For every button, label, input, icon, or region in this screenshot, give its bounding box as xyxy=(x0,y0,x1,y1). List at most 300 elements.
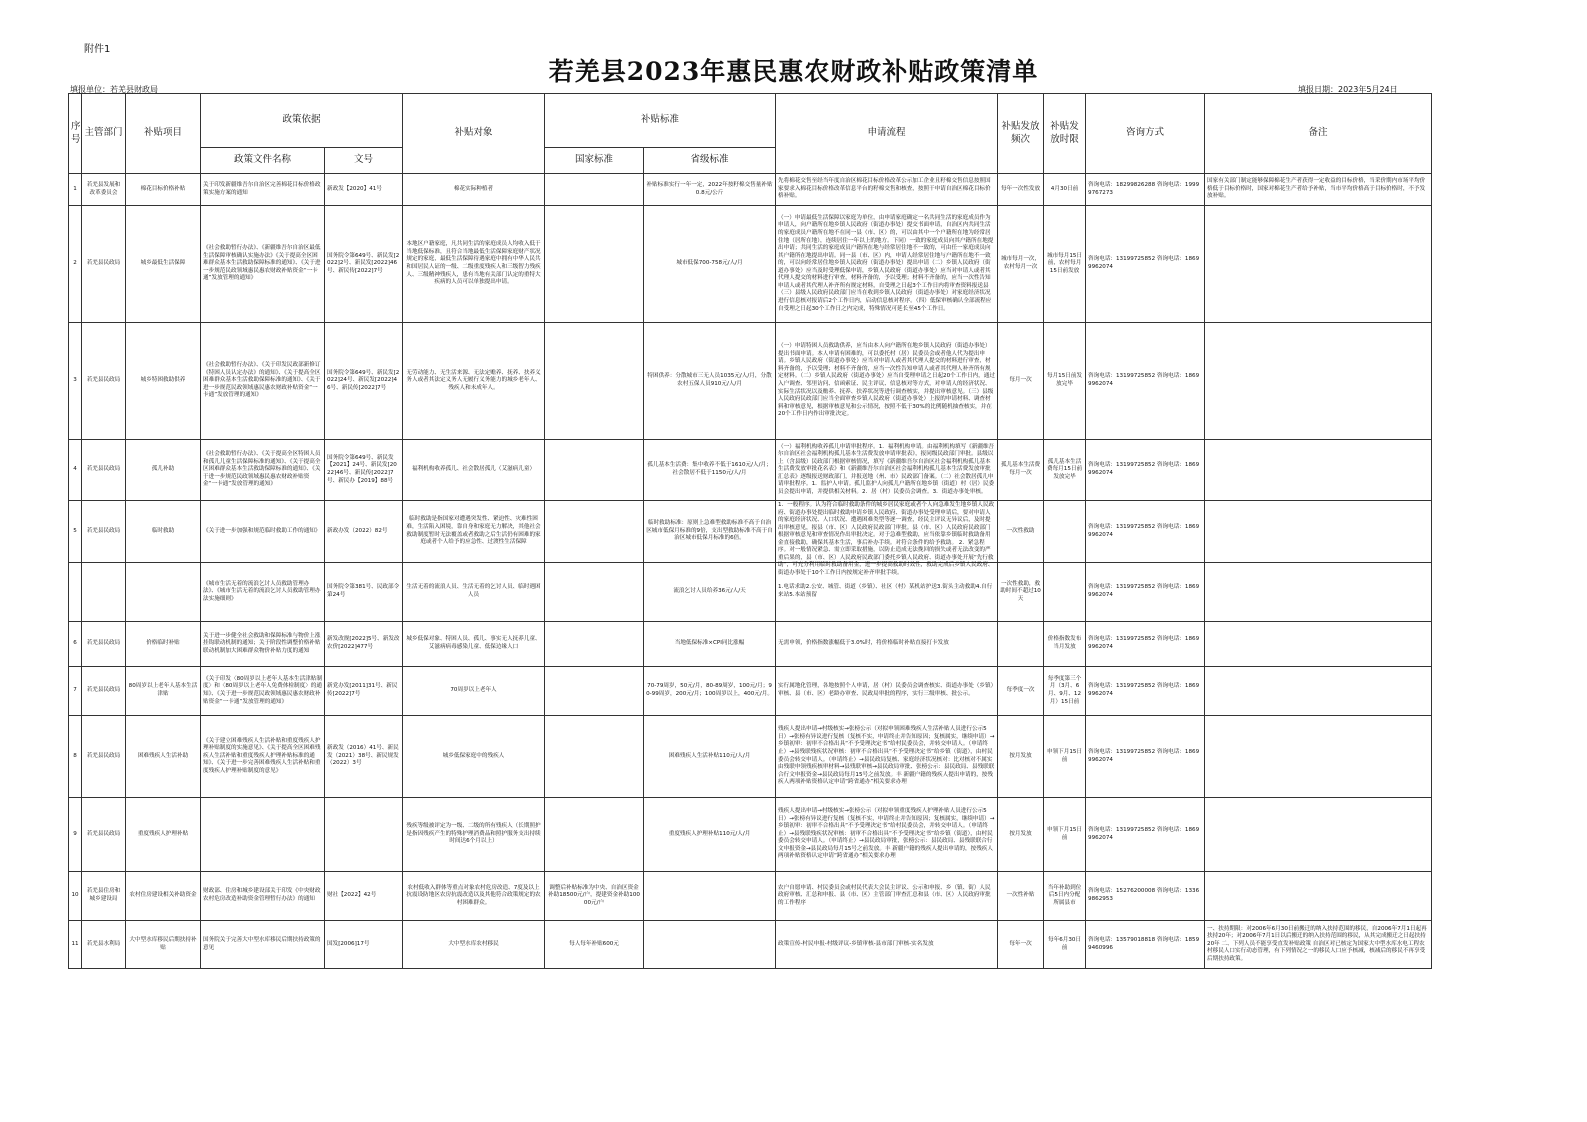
frequency-text: 每年一次 xyxy=(1009,940,1032,947)
frequency-text: 按月发放 xyxy=(1009,752,1032,759)
cell-policy-file xyxy=(201,667,325,716)
dept-text: 若羌县发展和改革委员会 xyxy=(86,181,121,196)
dept-text: 若羌县水利局 xyxy=(86,940,121,947)
cell-provincial-standard xyxy=(644,174,776,206)
provincial-standard-text: 特困供养：分散城市三无人员1035元/人/月，分散农村五保人员910元/人/月 xyxy=(647,373,772,387)
cell-time xyxy=(1044,563,1086,622)
cell-frequency xyxy=(998,563,1044,622)
cell-item xyxy=(126,501,201,563)
cell-provincial-standard xyxy=(644,798,776,872)
time-text: 每季度第三个月（3月、6月、9月、12月）15日前 xyxy=(1047,675,1082,705)
policy-file-text: 《关于建立困难残疾人生活补贴和重度残疾人护理补贴制度的实施意见》、《关于提高全区困难残疾人生活补贴和重度残疾人护理补贴标准的通知》、《关于进一步完善困难残疾人生活补贴和重度残疾人护理补贴制度的意见》 xyxy=(203,737,321,774)
time-text: 申领下月15日前 xyxy=(1046,748,1083,763)
cell-national-standard xyxy=(545,206,644,323)
dept-text: 若羌县民政局 xyxy=(86,640,121,647)
cell-process xyxy=(776,667,998,716)
page-title: 若羌县2023年惠民惠农财政补贴政策清单 xyxy=(548,57,1039,86)
item-text: 临时救助 xyxy=(151,527,175,534)
item-text: 城乡最低生活保障 xyxy=(140,260,186,267)
cell-contact xyxy=(1086,323,1205,440)
header-seq: 序号 xyxy=(69,94,82,174)
cell-seq xyxy=(69,323,82,440)
cell-doc-no xyxy=(325,716,403,798)
header-policy-file: 政策文件名称 xyxy=(201,148,325,174)
cell-contact xyxy=(1086,798,1205,872)
cell-policy-file xyxy=(201,440,325,501)
cell-dept xyxy=(82,716,126,798)
contact-text: 咨询电话：13199725852 咨询电话：18699962074 xyxy=(1088,683,1200,697)
cell-dept xyxy=(82,323,126,440)
remark-text: 国家有关部门制定能够保障棉花生产者获得一定收益的目标价格，当采价期内市场平均价格低于目标价格时，国家对棉花生产者给予补贴，当市平均价格高于目标价格时，不予发放补贴。 xyxy=(1207,178,1426,200)
cell-contact xyxy=(1086,667,1205,716)
cell-frequency xyxy=(998,622,1044,667)
cell-time xyxy=(1044,716,1086,798)
cell-remark xyxy=(1205,174,1432,206)
cell-provincial-standard xyxy=(644,206,776,323)
cell-dept xyxy=(82,872,126,921)
doc-no-text: 新政办发（2022）82号 xyxy=(327,527,388,534)
cell-remark xyxy=(1205,323,1432,440)
cell-item xyxy=(126,323,201,440)
cell-provincial-standard xyxy=(644,440,776,501)
cell-provincial-standard xyxy=(644,501,776,563)
cell-frequency xyxy=(998,440,1044,501)
provincial-standard-text: 困难残疾人生活补贴110元/人/月 xyxy=(668,752,751,759)
cell-frequency xyxy=(998,872,1044,921)
cell-target xyxy=(403,872,545,921)
target-text: 生活无着的流浪人员、生活无着的乞讨人员、临时遇困人员 xyxy=(406,584,541,598)
cell-seq xyxy=(69,174,82,206)
cell-time xyxy=(1044,501,1086,563)
national-standard-text: 调整后补贴标准为中央、自治区资金补助18500元/户，提建资金补助10000元/户 xyxy=(548,884,640,906)
cell-time xyxy=(1044,798,1086,872)
provincial-standard-text: 临时救助标准：原则上急难型救助标准不高于自治区城市低保月标准的9倍，支出型救助标准不高于自治区城市低保月标准的6倍。 xyxy=(646,520,773,542)
target-text: 城乡低保家庭中的残疾人 xyxy=(442,752,505,759)
cell-national-standard xyxy=(545,872,644,921)
table-row xyxy=(69,716,1432,798)
cell-national-standard xyxy=(545,798,644,872)
cell-process xyxy=(776,323,998,440)
cell-contact xyxy=(1086,206,1205,323)
contact-text: 咨询电话：13199725852 咨询电话：18699962074 xyxy=(1088,748,1200,763)
contact-text: 咨询电话：13199725852 咨询电话：18699962074 xyxy=(1088,826,1200,841)
cell-frequency xyxy=(998,174,1044,206)
frequency-text: 一次性救助 xyxy=(1006,527,1035,534)
cell-process xyxy=(776,174,998,206)
policy-file-text: 《社会救助暂行办法》、《新疆维吾尔自治区最低生活保障审核确认实施办法》《关于提高全区困难群众基本生活救助保障标准的通知》、《关于进一步规范民政领域惠民惠农财政补贴资金“一卡通”发放管理的通知》 xyxy=(203,245,321,282)
policy-file-text: 关于进一步健全社会救助和保障标准与物价上涨挂钩联动机制的通知；关于阶段性调整价格补贴联动机制加大困难群众物价补贴力度的通知 xyxy=(203,632,321,654)
cell-process xyxy=(776,921,998,969)
cell-item xyxy=(126,440,201,501)
table-row xyxy=(69,206,1432,323)
cell-remark xyxy=(1205,563,1432,622)
table-row xyxy=(69,440,1432,501)
cell-time xyxy=(1044,622,1086,667)
frequency-text: 每月一次 xyxy=(1009,377,1032,384)
header-national: 国家标准 xyxy=(545,148,644,174)
policy-file-text: 关于印发新疆维吾尔自治区完善棉花目标价格政策实施方案的通知 xyxy=(203,181,321,196)
doc-no-text: 财社【2022】42号 xyxy=(327,892,377,899)
filler-unit: 填报单位：若羌县财政局 xyxy=(70,85,158,94)
cell-policy-file xyxy=(201,872,325,921)
seq-text: 5 xyxy=(73,527,77,534)
process-text: 残疾人提出申请→村级核实→张榜公示（对拟申领困难残疾人生活补贴人员进行公示5日）→张榜有异议进行复核（复核不实，申请终止并告知原因；复核属实，继续申请）→乡镇初审：初审不合格出具“不予受理决定书”给村民委员会，并转交申请人。（申请终止）→县残联残疾状况审核：初审不合格出具“不予受理决定书”给乡镇（街道），由村民委员会转交申请人。（申请终止）→县民政局复核、家庭经济状况核对：比对核对不属实由残联申领残疾核审材料→县残联审核→县民政局审批、张榜公示：县民政局、县残联联合行文申报资金→县民政局每月15号之前发放。丰 新疆户籍的残疾人提出申请的，按残疾人两项补贴资格认定申请“跨省通办”相关要求办理 xyxy=(778,726,995,786)
time-text: 当年补助到位后5日内分配所属县市 xyxy=(1047,884,1082,906)
dept-text: 若羌县住房和城乡建设局 xyxy=(86,888,121,902)
header-provincial: 省级标准 xyxy=(644,148,776,174)
contact-text: 咨询电话：13579018818 咨询电话：18599460996 xyxy=(1088,936,1200,951)
cell-target xyxy=(403,798,545,872)
cell-seq xyxy=(69,622,82,667)
header-remark: 备注 xyxy=(1205,94,1432,174)
contact-text: 咨询电话：13199725852 咨询电话：18699962074 xyxy=(1088,584,1200,598)
target-text: 城乡低保对象、特困人员、孤儿、事实无人抚养儿童、艾滋病病毒感染儿童、低保边缘人口 xyxy=(406,636,541,650)
process-text: （一）申请最低生活保障以家庭为单位，由申请家庭确定一名共同生活的家庭成员作为申请人，向户籍所在地乡镇人民政府（街道办事处）提交书面申请，自治区内共同生活的家庭成员户籍所在地不在同一县（市、区）的，可以由其中一个户籍所在地为经常居住地（居所在地），连续居住一年以上的地方。下同）一致的家庭成员向其户籍所在地提出申请；共同生活的家庭成员户籍所在地与经常居住地不一致的，可由任一家庭成员向其户籍所在地提出申请。同一县（市、区）内，申请人经常居住地与户籍所在地不一致的，可以向经常居住地乡镇人民政府（街道办事处）提出申请（二）乡镇人民政府（街道办事处）应当及时受理低保申请，乡镇人民政府（街道办事处）应当对申请人或者其代理人提交的材料进行审查，材料齐备的，予以受理；材料不齐备的，应当一次性告知申请人或者其代理人补齐所有规定材料，自受理之日起3个工作日内将审查资料报送县（三）县级人民政府民政部门应当在收到乡镇人民政府（街道办事处）对家庭经济状况进行信息核对报请后2个工作日内，启动信息核对程序。（四）低保审核确认全部流程应自受理之日起30个工作日之内完成，特殊情况可延长至45个工作日。 xyxy=(778,214,994,312)
table-row xyxy=(69,872,1432,921)
table-row xyxy=(69,622,1432,667)
frequency-text: 一次性救助，救助时间不超过10天 xyxy=(1000,580,1041,602)
cell-policy-file xyxy=(201,921,325,969)
cell-provincial-standard xyxy=(644,622,776,667)
item-text: 困难残疾人生活补助 xyxy=(137,752,189,759)
cell-target xyxy=(403,501,545,563)
process-text: 农户自愿申请、村民委员会或村民代表大会民主评议、公示和申报、乡（镇、街）人民政府审核、汇总和申报、县（市、区）主管部门审查汇总和县（市、区）人民政府审批的工作程序 xyxy=(778,884,991,906)
frequency-text: 城市每月一次，农村每月一次 xyxy=(1000,256,1041,270)
policy-file-text: 《社会救助暂行办法》、《关于印发民政部新修订《特困人员认定办法》的通知》、《关于提高全区困难群众基本生活救助保障标准的通知》、《关于进一步规范民政领域惠民惠农财政补贴资金“一卡通”发放管理的通知》 xyxy=(203,362,321,399)
time-text: 4月30日前 xyxy=(1050,185,1079,192)
cell-frequency xyxy=(998,323,1044,440)
cell-policy-file xyxy=(201,563,325,622)
cell-frequency xyxy=(998,798,1044,872)
cell-doc-no xyxy=(325,323,403,440)
cell-time xyxy=(1044,667,1086,716)
header-time: 补贴发放时限 xyxy=(1044,94,1086,174)
contact-text: 咨询电话：18299826288 咨询电话：19999767273 xyxy=(1088,181,1200,196)
seq-text: 9 xyxy=(73,830,77,837)
cell-seq xyxy=(69,206,82,323)
frequency-text: 孤儿基本生活费每月一次 xyxy=(1000,462,1041,476)
cell-frequency xyxy=(998,667,1044,716)
item-text: 80周岁以上老年人基本生活津贴 xyxy=(128,683,198,697)
header-standard: 补贴标准 xyxy=(545,94,776,148)
cell-dept xyxy=(82,667,126,716)
cell-contact xyxy=(1086,563,1205,622)
target-text: 棉花实际种植者 xyxy=(453,185,494,192)
cell-remark xyxy=(1205,667,1432,716)
cell-time xyxy=(1044,440,1086,501)
header-doc-no: 文号 xyxy=(325,148,403,174)
frequency-text: 每季度一次 xyxy=(1006,687,1035,694)
doc-no-text: 新发改规[2022]5号、新发改农价[2022]477号 xyxy=(327,636,400,650)
cell-time xyxy=(1044,206,1086,323)
cell-item xyxy=(126,921,201,969)
process-text: 1.电话求助2.公安、城管、街道（乡镇）、社区（村）某机站护送3.街头主动救助4.自行来站5.本站预留 xyxy=(778,584,993,598)
cell-national-standard xyxy=(545,622,644,667)
process-text: 残疾人提出申请→村级核实→张榜公示（对拟申领重度残疾人护理补贴人员进行公示5日）→张榜有异议进行复核（复核不实，申请终止并告知原因；复核属实，继续申请）→乡镇初审：初审不合格出具“不予受理决定书”给村民委员会，并转交申请人。（申请终止）→县残联残疾状况审核：初审不合格出具“不予受理决定书”给乡镇（街道），由村民委员会转交申请人。（申请终止）→县民政局审批，张榜公示：县民政局、县残联联合行文申报资金→县民政局每月15号之前发放。丰 新疆户籍的残疾人提出申请的，按残疾人两项补贴资格认定申请“跨省通办”相关要求办理 xyxy=(778,808,995,860)
provincial-standard-text: 流浪乞讨人员给养36元/人/天 xyxy=(673,588,746,595)
cell-doc-no xyxy=(325,501,403,563)
cell-process xyxy=(776,798,998,872)
doc-no-text: 国发[2006]17号 xyxy=(327,940,370,947)
time-text: 城市每月15日前，农村每月15日前发放 xyxy=(1046,252,1083,274)
cell-policy-file xyxy=(201,622,325,667)
time-text: 价格指数发布当月发放 xyxy=(1047,636,1082,650)
cell-process xyxy=(776,872,998,921)
seq-text: 7 xyxy=(73,687,77,694)
cell-item xyxy=(126,622,201,667)
doc-no-text: 国务院令第649号、新民发[2022]24号、新民发[2022]46号、新民传[2022]7号 xyxy=(327,369,400,391)
cell-policy-file xyxy=(201,716,325,798)
cell-item xyxy=(126,667,201,716)
cell-target xyxy=(403,667,545,716)
cell-target xyxy=(403,440,545,501)
cell-process xyxy=(776,501,998,576)
provincial-standard-text: 城市低保700-758元/人/月 xyxy=(676,260,743,267)
policy-file-text: 《关于印发〈80周岁以上老年人基本生活津贴制度〉和〈80周岁以上老年人免费体检制度〉的通知》、《关于进一步规范民政领域惠民惠农财政补贴资金“一卡通”发放管理的通知》 xyxy=(203,675,322,705)
frequency-text: 一次性补贴 xyxy=(1006,892,1035,899)
table-row xyxy=(69,921,1432,969)
cell-national-standard xyxy=(545,174,644,206)
cell-contact xyxy=(1086,921,1205,969)
seq-text: 11 xyxy=(71,940,79,947)
seq-text: 1 xyxy=(73,185,77,192)
cell-time xyxy=(1044,921,1086,969)
seq-text: 4 xyxy=(73,466,77,473)
cell-process xyxy=(776,206,998,323)
header-dept: 主管部门 xyxy=(82,94,126,174)
cell-policy-file xyxy=(201,501,325,563)
cell-item xyxy=(126,174,201,206)
cell-target xyxy=(403,323,545,440)
policy-file-text: 财政部、住房和城乡建设部关于印发《中央财政农村危房改造补助资金管理暂行办法》的通知 xyxy=(203,888,321,902)
cell-dept xyxy=(82,501,126,563)
cell-remark xyxy=(1205,716,1432,798)
provincial-standard-text: 重度残疾人护理补贴110元/人/月 xyxy=(668,830,751,837)
cell-national-standard xyxy=(545,323,644,440)
cell-dept xyxy=(82,174,126,206)
dept-text: 若羌县民政局 xyxy=(86,752,121,759)
process-text: 先将棉花交售至经当年度自治区棉花目标价格改革公示加工企业且籽棉交售信息按照国家要求入棉花目标价格改革信息平台的籽棉交售和核查，按照干申请自治区棉花目标价格补贴。 xyxy=(778,178,991,200)
cell-policy-file xyxy=(201,798,325,872)
cell-seq xyxy=(69,667,82,716)
provincial-standard-text: 当地低保标准×CPI同比涨幅 xyxy=(674,640,745,647)
time-text: 孤儿基本生活费每月15日前发放完毕 xyxy=(1046,458,1083,480)
filler-date: 填报日期：2023年5月24日 xyxy=(1298,85,1398,94)
contact-text: 咨询电话：13199725852 咨询电话：18699962074 xyxy=(1088,462,1200,476)
header-frequency: 补贴发放频次 xyxy=(998,94,1044,174)
time-text: 每月15日前发放完毕 xyxy=(1046,373,1083,387)
dept-text: 若羌县民政局 xyxy=(86,377,121,384)
process-text: 无需申领，价格指数涨幅低于3.0%时，将价格临时补贴直接打卡发放 xyxy=(778,640,949,647)
cell-national-standard xyxy=(545,921,644,969)
cell-dept xyxy=(82,440,126,501)
cell-remark xyxy=(1205,206,1432,323)
cell-frequency xyxy=(998,716,1044,798)
policy-file-text: 《社会救助暂行办法》、《关于提高全区特困人员和孤儿儿童生活保障标准的通知》、《关于提高全区困难群众基本生活救助保障标准的通知》、《关于进一步规范民政领域惠民惠农财政补贴资金“一卡通”发放管理的通知》 xyxy=(203,451,321,488)
cell-doc-no xyxy=(325,174,403,206)
cell-doc-no xyxy=(325,622,403,667)
item-text: 重度残疾人护理补贴 xyxy=(137,830,189,837)
cell-item xyxy=(126,206,201,323)
table-row xyxy=(69,667,1432,716)
cell-national-standard xyxy=(545,667,644,716)
dept-text: 若羌县民政局 xyxy=(86,830,121,837)
target-text: 大中型水库农村移民 xyxy=(448,940,499,947)
cell-target xyxy=(403,174,545,206)
cell-remark xyxy=(1205,921,1432,969)
national-standard-text: 每人每年补贴600元 xyxy=(569,940,619,947)
table-row xyxy=(69,174,1432,206)
provincial-standard-text: 70-79周岁，50元/月，80-89周岁，100元/月；90-99周岁，200元/月；100周岁以上，400元/月。 xyxy=(646,683,773,697)
cell-contact xyxy=(1086,872,1205,921)
time-text: 申领下月15日前 xyxy=(1046,826,1083,841)
cell-target xyxy=(403,921,545,969)
frequency-text: 每年一次性发放 xyxy=(1000,185,1041,192)
header-policy-basis: 政策依据 xyxy=(201,94,403,148)
cell-item xyxy=(126,798,201,872)
target-text: 福利机构收养孤儿、社会散居孤儿（艾滋病儿童） xyxy=(411,466,536,473)
cell-target xyxy=(403,563,545,622)
cell-remark xyxy=(1205,440,1432,501)
cell-item xyxy=(126,716,201,798)
cell-time xyxy=(1044,872,1086,921)
cell-national-standard xyxy=(545,501,644,563)
contact-text: 咨询电话：13199725852 咨询电话：18699962074 xyxy=(1088,636,1200,650)
doc-no-text: 新党办发[2011]31号、新民传[2022]7号 xyxy=(327,683,398,697)
seq-text: 6 xyxy=(73,640,77,647)
item-text: 棉花目标价格补贴 xyxy=(140,185,186,192)
target-text: 70周岁以上老年人 xyxy=(450,687,497,694)
process-text: （一）福利机构收养孤儿申请审批程序。1．福利机构申请。由福利机构填写《新疆维吾尔自治区社会福利机构孤儿基本生活费发放申请审批表》，报同级民政部门审批。县级以上（含县级）民政部门根据审核情况，填写《新疆维吾尔自治区社会福利机构孤儿基本生活费发放审批花名表》和《新疆维吾尔自治区社会福利机构孤儿基本生活费发放审批汇总表》逐级报送财政部门，并报送地（州、市）民政部门备案。（二）社会散居孤儿申请审批程序。1．监护人申请。孤儿监护人向孤儿户籍所在地乡镇（街道）村（居）民委员会提出申请，并提供相关材料。2．居（村）民委员会调查。3．街道办事处审核。 xyxy=(778,443,995,495)
doc-no-text: 国务院令第381号、民政部令第24号 xyxy=(327,584,400,598)
dept-text: 若羌县民政局 xyxy=(86,466,121,473)
header-target: 补贴对象 xyxy=(403,94,545,174)
cell-policy-file xyxy=(201,206,325,323)
contact-text: 咨询电话：13199725852 咨询电话：18699962074 xyxy=(1088,523,1200,538)
contact-text: 咨询电话：15276200008 咨询电话：13369862953 xyxy=(1088,888,1200,902)
policy-file-text: 《城市生活无着的流浪乞讨人员救助管理办法》、《城市生活无着的流浪乞讨人员救助管理办法实施细则》 xyxy=(203,580,321,602)
cell-provincial-standard xyxy=(644,716,776,798)
cell-process xyxy=(776,716,998,798)
cell-dept xyxy=(82,622,126,667)
table-row xyxy=(69,798,1432,872)
dept-text: 若羌县民政局 xyxy=(86,527,121,534)
dept-text: 若羌县民政局 xyxy=(86,687,121,694)
cell-national-standard xyxy=(545,716,644,798)
cell-frequency xyxy=(998,921,1044,969)
cell-provincial-standard xyxy=(644,667,776,716)
item-text: 城乡特困救助供养 xyxy=(140,377,186,384)
table-row xyxy=(69,323,1432,440)
item-text: 价格临时补贴 xyxy=(146,640,180,647)
doc-no-text: 国务院令第649号、新民发【2021】24号、新民发[2022]46号、新民传[2022]7号、新民办【2019】88号 xyxy=(327,454,397,484)
cell-provincial-standard xyxy=(644,563,776,622)
table-row xyxy=(69,501,1432,563)
cell-frequency xyxy=(998,501,1044,563)
cell-national-standard xyxy=(545,563,644,622)
cell-contact xyxy=(1086,501,1205,563)
cell-seq xyxy=(69,921,82,969)
seq-text: 2 xyxy=(73,260,77,267)
cell-seq xyxy=(69,563,82,622)
item-text: 大中型水库移民后期扶持补贴 xyxy=(129,936,197,951)
policy-file-text: 国务院关于完善大中型水库移民后期扶持政策的意见 xyxy=(203,936,321,951)
cell-process xyxy=(776,440,998,501)
cell-target xyxy=(403,206,545,323)
policy-table xyxy=(68,93,1432,969)
cell-doc-no xyxy=(325,563,403,622)
cell-contact xyxy=(1086,716,1205,798)
cell-process xyxy=(776,622,998,667)
cell-target xyxy=(403,716,545,798)
target-text: 农村低收入群体等重点对象农村危房改造、7度及以上抗震设防地区农房抗震改造以及其他符合政策规定的农村困难群众。 xyxy=(406,884,541,906)
cell-contact xyxy=(1086,174,1205,206)
cell-doc-no xyxy=(325,921,403,969)
frequency-text: 按月发放 xyxy=(1009,830,1032,837)
attachment-label: 附件1 xyxy=(84,44,111,55)
cell-national-standard xyxy=(545,440,644,501)
seq-text: 10 xyxy=(71,892,79,899)
cell-dept xyxy=(82,563,126,622)
contact-text: 咨询电话：13199725852 咨询电话：18699962074 xyxy=(1088,373,1200,387)
cell-seq xyxy=(69,440,82,501)
seq-text: 3 xyxy=(73,377,77,384)
cell-frequency xyxy=(998,206,1044,323)
item-text: 孤儿补助 xyxy=(151,466,175,473)
cell-seq xyxy=(69,798,82,872)
provincial-standard-text: 孤儿基本生活费：集中收养不低于1610元/人/月；社会散居不低于1150元/人/月 xyxy=(647,462,772,476)
cell-dept xyxy=(82,798,126,872)
header-contact: 咨询方式 xyxy=(1086,94,1205,174)
header-process: 申请流程 xyxy=(776,94,998,174)
cell-policy-file xyxy=(201,323,325,440)
cell-time xyxy=(1044,323,1086,440)
cell-dept xyxy=(82,921,126,969)
table-row xyxy=(69,563,1432,622)
doc-no-text: 新政发（2016）41号、新民发（2021）38号、新民规发（2022）3号 xyxy=(327,745,399,767)
cell-remark xyxy=(1205,872,1432,921)
process-text: 实行属地化管理，各地按照个人申请，居（村）民委员会调查核实、街道办事处（乡镇）审核、县（市、区）老龄办审查、民政局审批的程序，实行三级审核、批公示。 xyxy=(778,683,994,697)
process-text: （一）申请特困人员救助供养，应当由本人向户籍所在地乡镇人民政府（街道办事处）提出书面申请。本人申请有困难的，可以委托村（居）民委员会或者他人代为提出申请。乡镇人民政府（街道办事处）应当对申请人或者其代理人提交的材料进行审查，材料齐备的，予以受理；材料不齐备的，应当一次性告知申请人或者其代理人补齐所有规定材料。（二）乡镇人民政府（街道办事处）应当自受理申请之日起20个工作日内，通过入户调查、邻里访问、信函索证、民主评议、信息核对等方式，对申请人的经济状况、实际生活状况以及赡养、抚养、扶养状况等进行调查核实，并提出审核意见。（三）县级人民政府民政部门应当全面审查乡镇人民政府（街道办事处）上报的申请材料、调查材料和审核意见，根据审核意见和公示情况，按照不低于30%的比例随机抽查核实，并在20个工作日内作出审批决定。 xyxy=(778,343,995,418)
cell-doc-no xyxy=(325,872,403,921)
seq-text: 8 xyxy=(73,752,77,759)
cell-provincial-standard xyxy=(644,921,776,969)
process-text: 1．一般程序。认为符合临时救助条件的城乡居民家庭或者个人向急难发生地乡镇人民政府、街道办事处提出临时救助申请乡镇人民政府、街道办事处受理申请后，要对申请人的家庭经济状况、人口状况、遭遇困难类型等逐一调查，经民主评议无异议后，及时提出审核意见，报县（市、区）人民政府民政部门审批。县（市、区）人民政府民政部门根据审核意见和审查情况作出审批决定。对于急难型救助，应当依靠乡镇临时救助备用金直接救助，确保其基本生活，事后补办手续。对符合条件的给予救助。 2．紧急程序。对一般情况紧急、需立即采取措施，以防止造成无法挽回的损失或者无法改变的严重后果的，县（市、区）人民政府民政部门委托乡镇人民政府、街道办事处开展“先行救助”，可充分利用临时救助备用金，进一步提高救助时效性，救助完成后乡镇人民政府、街道办事处于10个工作日内按规定补齐审批手续。 xyxy=(778,502,995,576)
cell-provincial-standard xyxy=(644,872,776,921)
cell-provincial-standard xyxy=(644,323,776,440)
item-text: 农村住房建设相关补助资金 xyxy=(129,892,197,899)
cell-item xyxy=(126,872,201,921)
header-item: 补贴项目 xyxy=(126,94,201,174)
target-text: 残疾等级被评定为一级、二级的所有残疾人（长期照护是指因残疾产生的特殊护理消费品和照护服务支出持续时间达6个月以上） xyxy=(406,823,541,845)
cell-doc-no xyxy=(325,667,403,716)
cell-contact xyxy=(1086,440,1205,501)
cell-seq xyxy=(69,716,82,798)
process-text: 政策宣传-村民申报-村级评议-乡镇审核-县市部门审核-实名发放 xyxy=(778,940,934,947)
cell-seq xyxy=(69,501,82,563)
cell-doc-no xyxy=(325,798,403,872)
cell-seq xyxy=(69,872,82,921)
policy-file-text: 《关于进一步加强和规范临时救助工作的通知》 xyxy=(203,527,321,534)
target-text: 临时救助是指国家对遭遇突发性、紧迫性、灾难性困难，生活陷入困境，靠自身和家庭无力解决，其他社会救助制度暂时无法覆盖或者救助之后生活仍有困难的家庭或者个人给予的应急性、过渡性生活保障 xyxy=(406,516,541,546)
time-text: 每年6月30日前 xyxy=(1048,936,1082,951)
doc-no-text: 国务院令第649号、新民发[2022]2号、新民发[2022]46号、新民传[2022]7号 xyxy=(327,252,400,274)
cell-dept xyxy=(82,206,126,323)
cell-remark xyxy=(1205,501,1432,563)
cell-target xyxy=(403,622,545,667)
cell-policy-file xyxy=(201,174,325,206)
dept-text: 若羌县民政局 xyxy=(86,260,121,267)
